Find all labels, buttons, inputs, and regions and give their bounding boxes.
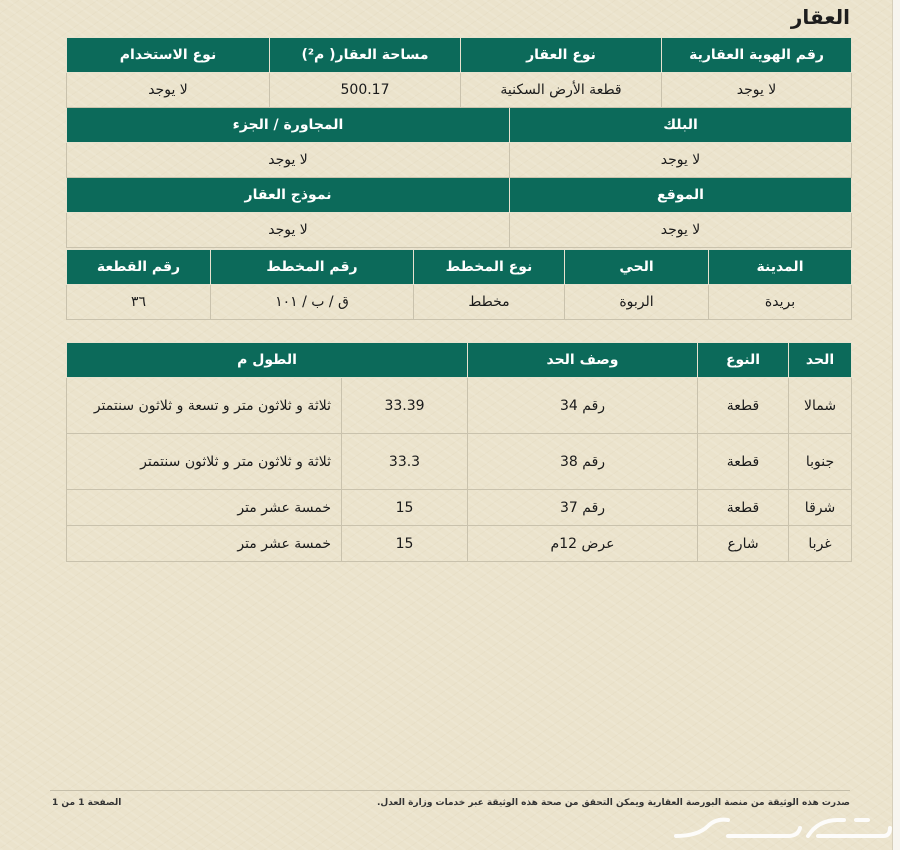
border-description: رقم 38 [468,434,698,490]
value-property-model: لا يوجد [67,213,510,248]
haraj-watermark-logo [668,806,894,850]
border-type: قطعة [698,490,789,526]
header-district: الحي [565,250,709,285]
value-property-area: 500.17 [270,73,461,108]
value-neighborhood-part: لا يوجد [67,143,510,178]
property-table [66,37,852,248]
value-plan-number: ق / ب / ١٠١ [211,285,414,320]
header-neighborhood-part: المجاورة / الجزء [67,108,510,143]
value-district: الربوة [565,285,709,320]
header-usage-type: نوع الاستخدام [67,38,270,73]
table-row [67,526,852,562]
length-words: ثلاثة و ثلاثون متر و تسعة و ثلاثون سنتمتر [67,378,342,434]
length-number: 15 [342,526,468,562]
border-description: عرض 12م [468,526,698,562]
value-location: لا يوجد [510,213,852,248]
length-number: 33.3 [342,434,468,490]
length-number: 15 [342,490,468,526]
border-type: قطعة [698,434,789,490]
header-location: الموقع [510,178,852,213]
length-words: ثلاثة و ثلاثون متر و ثلاثون سنتمتر [67,434,342,490]
header-plan-type: نوع المخطط [414,250,565,285]
value-plan-type: مخطط [414,285,565,320]
footer-divider [50,790,850,791]
header-property-id: رقم الهوية العقارية [662,38,852,73]
table-row [67,490,852,526]
length-number: 33.39 [342,378,468,434]
header-city: المدينة [709,250,852,285]
value-city: بريدة [709,285,852,320]
border-description: رقم 34 [468,378,698,434]
header-plot-number: رقم القطعة [67,250,211,285]
table-row [67,378,852,434]
header-border-description: وصف الحد [468,343,698,378]
length-words: خمسة عشر متر [67,526,342,562]
header-length: الطول م [67,343,468,378]
header-plan-number: رقم المخطط [211,250,414,285]
value-plot-number: ٣٦ [67,285,211,320]
location-table [66,249,852,320]
header-border-type: النوع [698,343,789,378]
length-words: خمسة عشر متر [67,490,342,526]
footer-verification-note: صدرت هذه الوثيقة من منصة البورصة العقارية ويمكن التحقق من صحة هذه الوثيقة عبر خدمات وزارة العدل. [376,798,850,808]
value-block: لا يوجد [510,143,852,178]
border-direction: شرقا [789,490,852,526]
border-type: شارع [698,526,789,562]
value-property-id: لا يوجد [662,73,852,108]
border-type: قطعة [698,378,789,434]
section-title: العقار [790,5,850,29]
boundaries-table [66,342,852,562]
header-border: الحد [789,343,852,378]
table-row [67,434,852,490]
value-property-type: قطعة الأرض السكنية [461,73,662,108]
header-property-area: مساحة العقار( م²) [270,38,461,73]
border-direction: غربا [789,526,852,562]
page-number: الصفحة 1 من 1 [52,798,122,808]
border-direction: شمالا [789,378,852,434]
page-edge [892,0,900,850]
header-block: البلك [510,108,852,143]
header-property-model: نموذج العقار [67,178,510,213]
border-description: رقم 37 [468,490,698,526]
border-direction: جنوبا [789,434,852,490]
value-usage-type: لا يوجد [67,73,270,108]
header-property-type: نوع العقار [461,38,662,73]
